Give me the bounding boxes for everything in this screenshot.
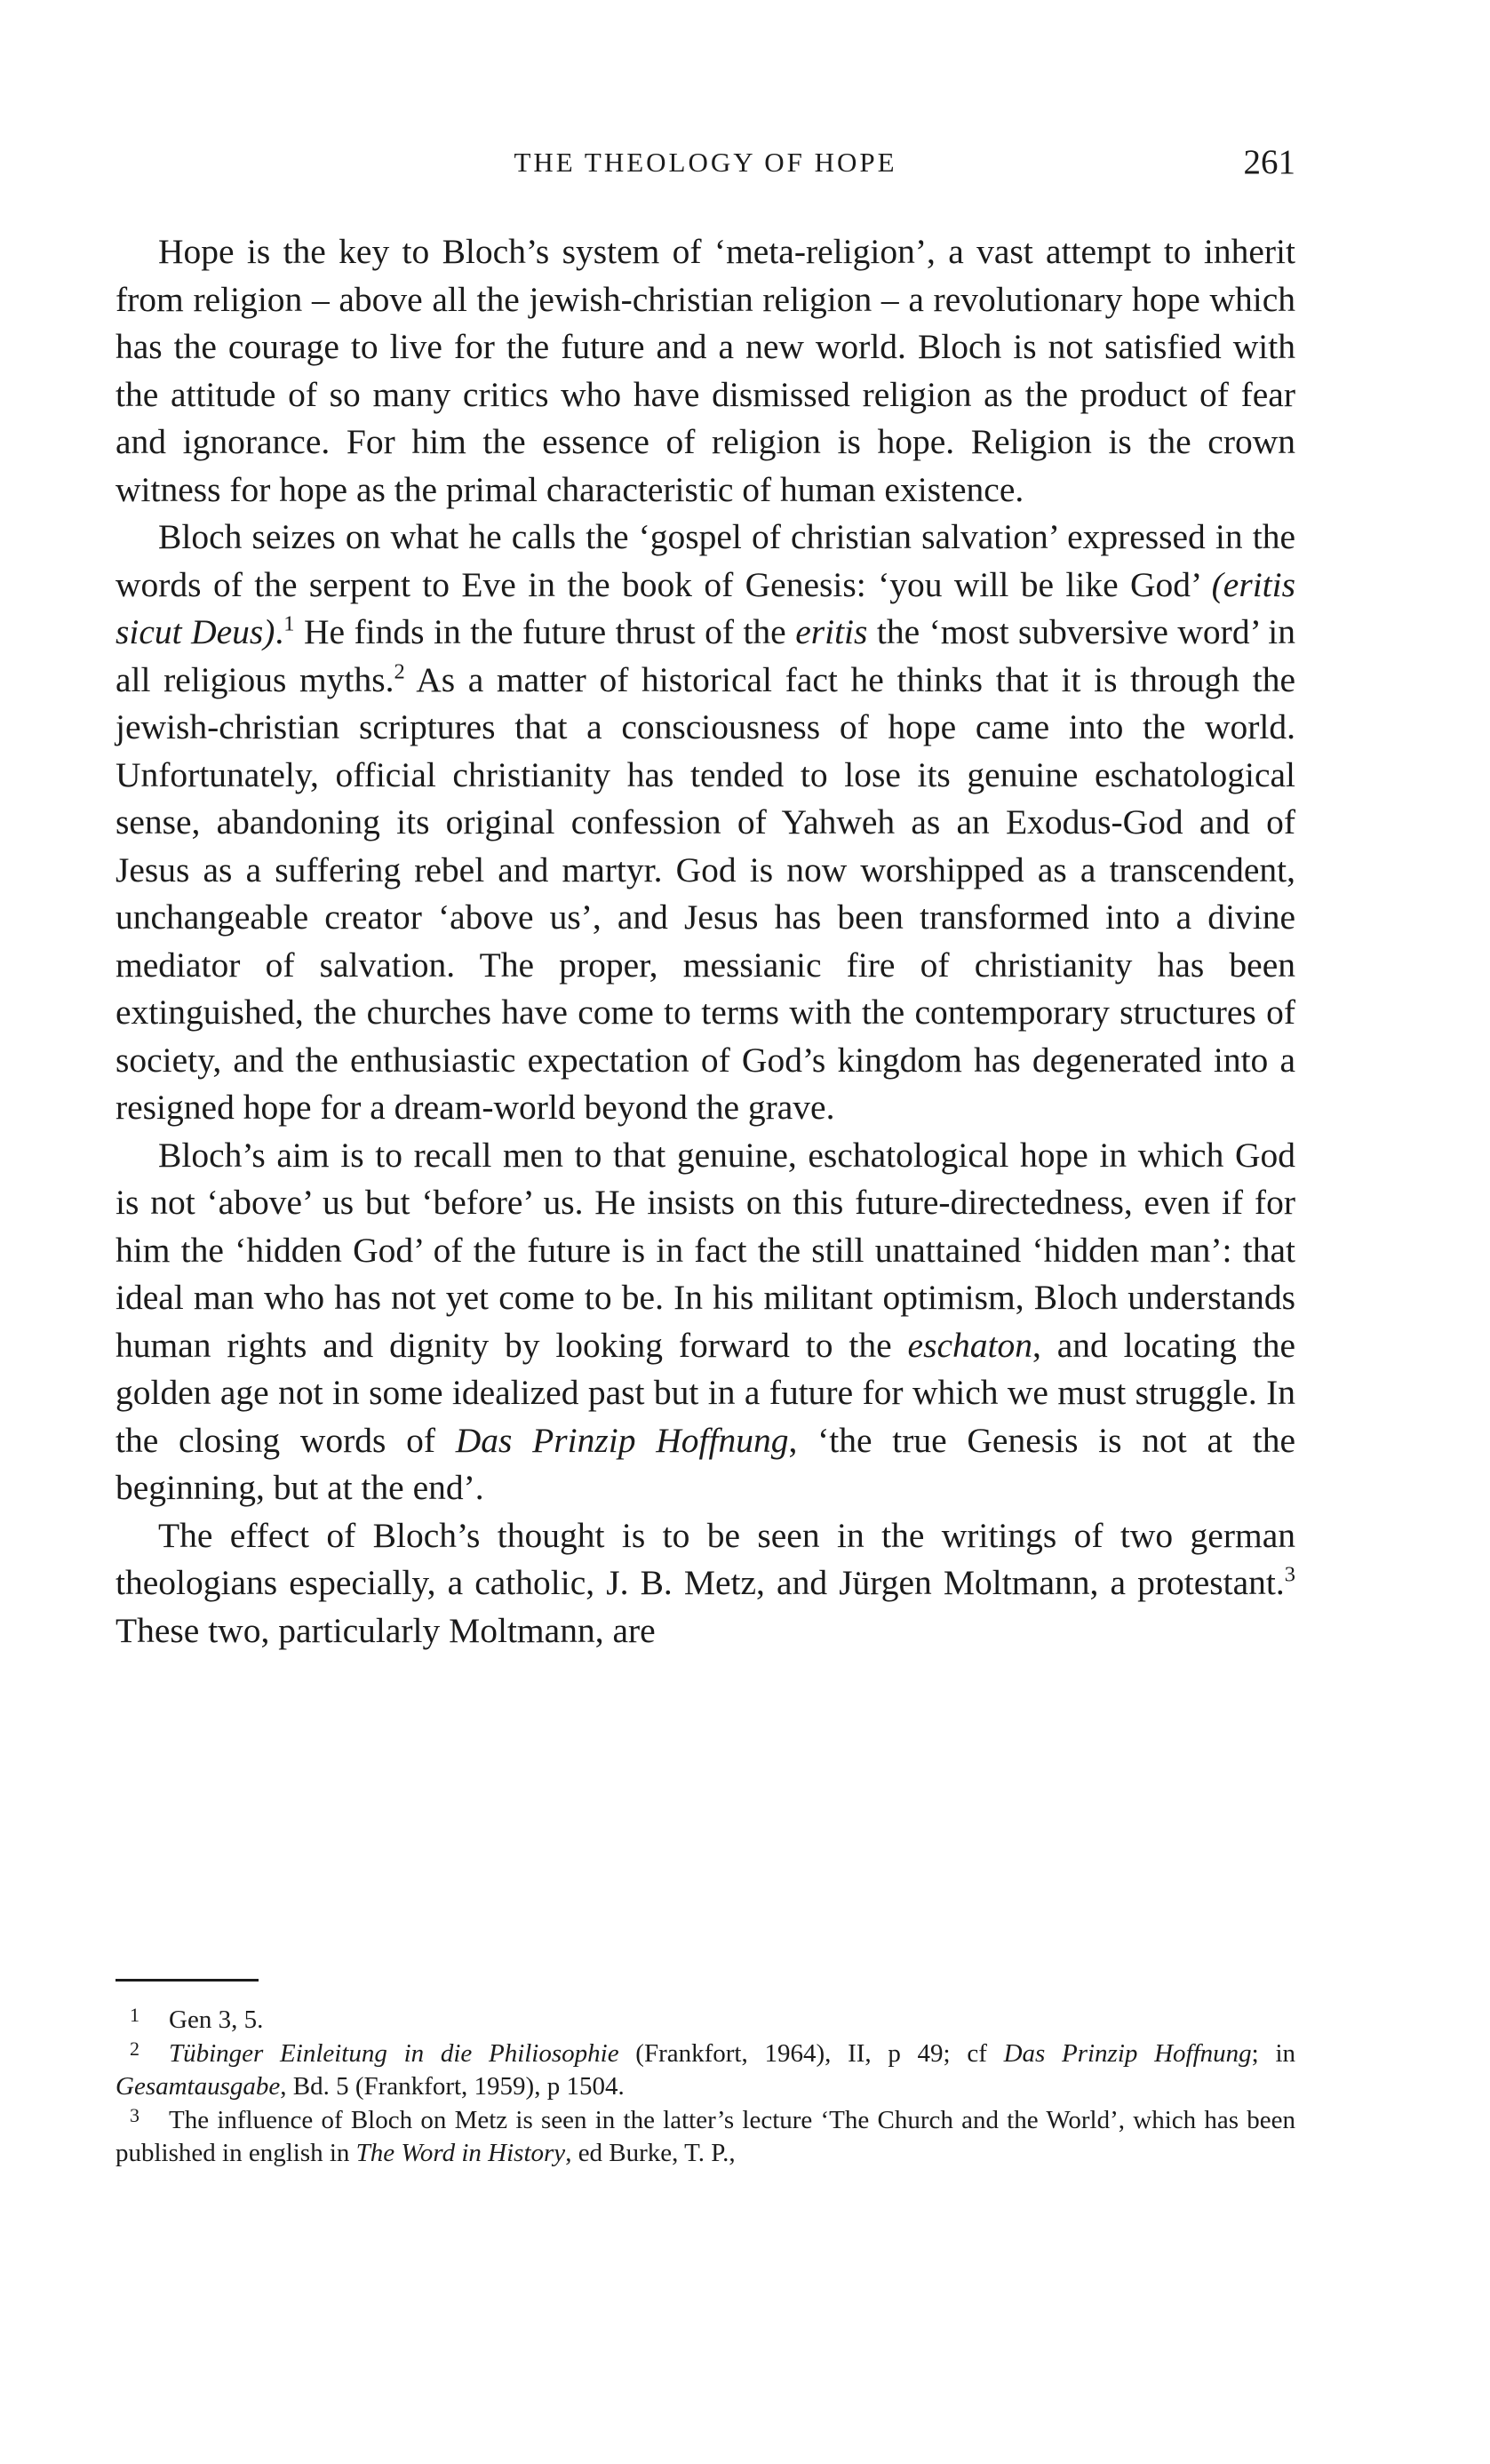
italic-text: eritis	[795, 612, 868, 651]
running-title: THE THEOLOGY OF HOPE	[514, 147, 897, 178]
italic-text: Das Prinzip Hoffnung	[455, 1420, 789, 1460]
paragraph	[116, 1512, 1295, 1655]
footnote: 3 The influence of Bloch on Metz is seen in the latter’s lecture ‘The Church and the World’, which has been published in english in The Word in History, ed Burke, T. P.,	[116, 2103, 1295, 2167]
text-run: the ‘most subversive word’ in all religious myths.	[116, 612, 1295, 699]
footnote-marker: 1	[283, 611, 295, 636]
text-run: , ed Burke, T. P.,	[565, 2139, 736, 2167]
italic-text: Das Prinzip Hoffnung	[1003, 2038, 1252, 2068]
italic-text: eschaton	[907, 1325, 1032, 1365]
paragraph	[116, 514, 1295, 1132]
footnote: 1 Gen 3, 5.	[130, 2004, 264, 2034]
text-run: .	[275, 612, 284, 651]
text-run: (Frankfort, 1964), II, p 49; cf	[618, 2038, 1004, 2068]
footnote-marker: 2	[394, 658, 405, 683]
page-number: 261	[1243, 143, 1295, 181]
text-run: Hope is the key to Bloch’s system of ‘meta-religion’, a vast attempt to inherit from religion – above all the jewish-christian religion – a revolutionary hope which has the courage to live for the future and a new world. Bloch is not satisfied with the attitude of so many critics who have dismissed religion as the product of fear and ignorance. For him the essence of religion is hope. Religion is the crown witness for hope as the primal characteristic of human existence.	[116, 232, 1295, 509]
running-head	[116, 140, 1295, 185]
footnotes	[116, 2004, 1295, 2171]
text-run: As a matter of historical fact he thinks that it is through the jewish-christian scriptures that a consciousness of hope came into the world. Unfortunately, official christianity has tended to lose its genuine eschatological sense, abandoning its original confession of Yahweh as an Exodus-God and of Jesus as a suffering rebel and martyr. God is now worshipped as a transcendent, unchangeable creator ‘above us’, and Jesus has been transformed into a divine mediator of salvation. The proper, messianic fire of christianity has been extinguished, the churches have come to terms with the contemporary structures of society, and the enthusiastic expectation of God’s kingdom has degenerated into a resigned hope for a dream-world beyond the grave.	[116, 659, 1295, 1127]
text-run: The effect of Bloch’s thought is to be seen in the writings of two german theologians especially, a catholic, J. B. Metz, and Jürgen Moltmann, a protestant.	[116, 1515, 1295, 1602]
paragraph	[116, 228, 1295, 514]
footnote: 2 Tübinger Einleitung in die Philiosophie (Frankfort, 1964), II, p 49; cf Das Prinzip Hoffnung; in Gesamtausgabe, Bd. 5 (Frankfort, 1959), p 1504.	[116, 2037, 1295, 2101]
footnote-marker: 3	[1284, 1562, 1295, 1587]
text-run: , Bd. 5 (Frankfort, 1959), p 1504.	[280, 2072, 625, 2101]
paragraph	[116, 1132, 1295, 1512]
text-run: ; in	[1251, 2038, 1295, 2068]
footnote-rule	[116, 1979, 259, 1982]
italic-text: Gesamtausgabe	[116, 2072, 281, 2101]
text-run: Gen 3, 5.	[169, 2005, 264, 2034]
text-run: , ‘the true Genesis is not at the beginning, but at the end’.	[116, 1420, 1295, 1507]
italic-text: (eritis sicut Deus)	[116, 564, 1295, 651]
text-run: , and locating the golden age not in some idealized past but in a future for which we must struggle. In the closing words of	[116, 1325, 1296, 1460]
text-run: Bloch seizes on what he calls the ‘gospel of christian salvation’ expressed in the words of the serpent to Eve in the book of Genesis: ‘you will be like God’	[116, 517, 1295, 604]
text-run: Bloch’s aim is to recall men to that genuine, eschatological hope in which God is not ‘above’ us but ‘before’ us. He insists on this future-directedness, even if for him the ‘hidden God’ of the future is in fact the still unattained ‘hidden man’: that ideal man who has not yet come to be. In his militant optimism, Bloch understands human rights and dignity by looking forward to the	[116, 1135, 1295, 1365]
italic-text: Tübinger Einleitung in die Philiosophie	[169, 2038, 619, 2068]
text-run: The influence of Bloch on Metz is seen in the latter’s lecture ‘The Church and the World’, which has been published in english in	[116, 2105, 1295, 2167]
body-text	[116, 228, 1295, 1655]
text-run: These two, particularly Moltmann, are	[116, 1610, 656, 1650]
italic-text: The Word in History	[355, 2139, 566, 2167]
text-run: He finds in the future thrust of the	[294, 612, 796, 651]
